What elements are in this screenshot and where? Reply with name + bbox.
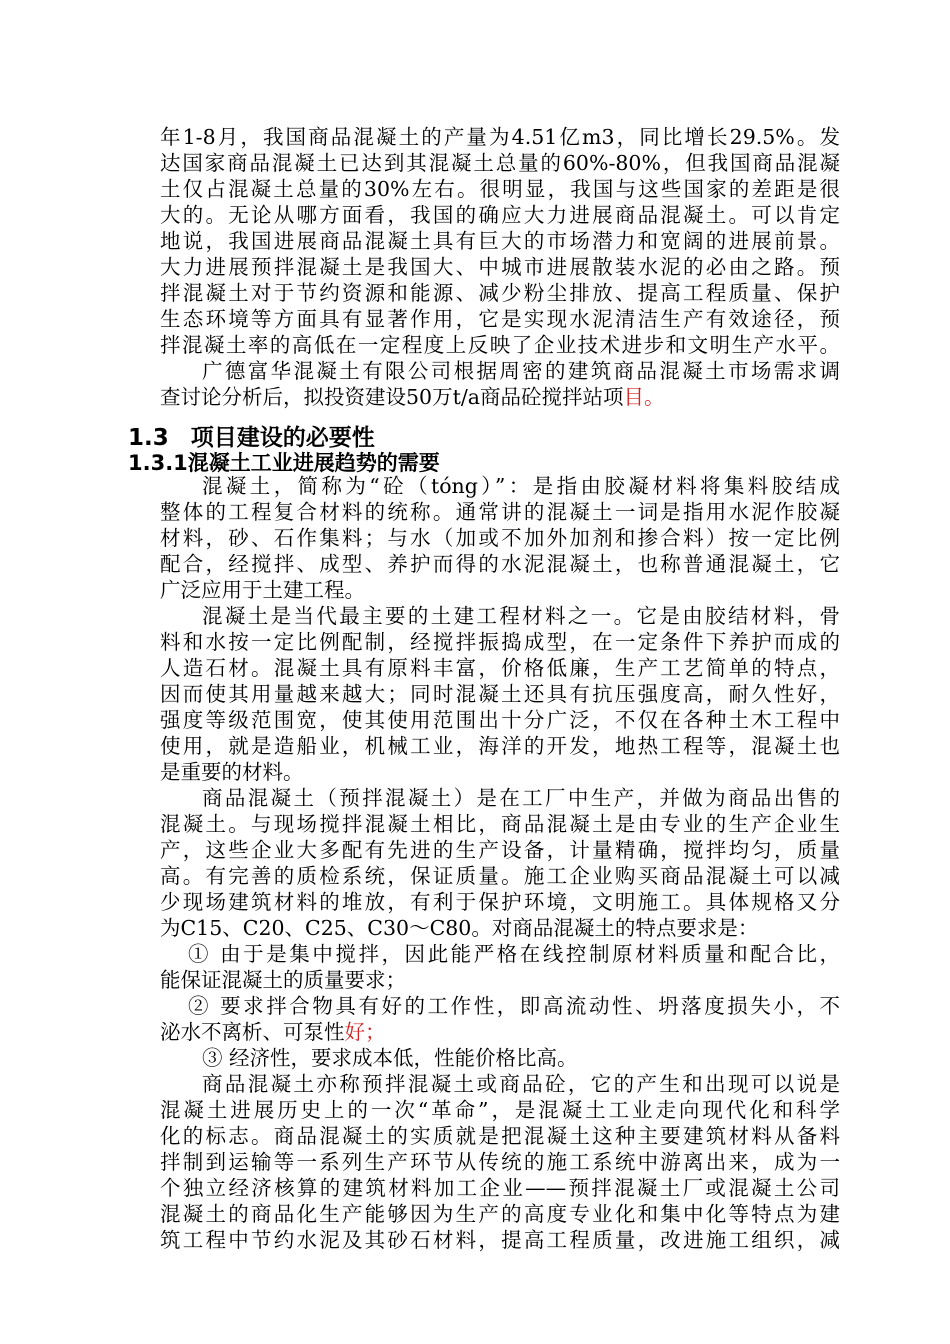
text-line: 为C15、C20、C25、C30～C80。对商品混凝土的特点要求是： <box>160 916 759 940</box>
text-span: 泌水不离析、可泵性 <box>160 1020 345 1044</box>
list-item-line: ② 要求拌合物具有好的工作性，即高流动性、坍落度损失小，不 <box>188 994 840 1018</box>
heading-title: 混凝土工业进展趋势的需要 <box>187 451 440 475</box>
text-line: 生态环境等方面具有显著作用，它是实现水泥清洁生产有效途径，预 <box>160 307 840 331</box>
text-line: 材料，砂、石作集料；与水（加或不加外加剂和掺合料）按一定比例 <box>160 526 840 550</box>
text-line: 人造石材。混凝土具有原料丰富，价格低廉，生产工艺简单的特点， <box>160 656 840 680</box>
text-line: 大力进展预拌混凝土是我国大、中城市进展散装水泥的必由之路。预 <box>160 255 840 279</box>
list-item-line <box>160 1020 840 1045</box>
text-line: 混凝土进展历史上的一次“革命”，是混凝土工业走向现代化和科学 <box>160 1098 840 1122</box>
text-line: 达国家商品混凝土已达到其混凝土总量的60%-80%，但我国商品混凝 <box>160 151 840 175</box>
revision-mark-text: 好； <box>344 1020 386 1044</box>
text-line: 广德富华混凝土有限公司根据周密的建筑商品混凝土市场需求调 <box>202 359 840 383</box>
text-line: 广泛应用于土建工程。 <box>160 578 365 602</box>
text-line: 年1-8月，我国商品混凝土的产量为4.51亿m3，同比增长29.5%。发 <box>160 125 840 149</box>
text-line: 个独立经济核算的建筑材料加工企业——预拌混凝土厂或混凝土公司 <box>160 1176 840 1200</box>
text-line: 因而使其用量越来越大；同时混凝土还具有抗压强度高，耐久性好， <box>160 682 840 706</box>
list-item-line: 能保证混凝土的质量要求； <box>160 968 406 992</box>
text-line: 少现场建筑材料的堆放，有利于保护环境，文明施工。具体规格又分 <box>160 890 840 914</box>
revision-mark-text: 目。 <box>623 385 665 409</box>
text-line: 料和水按一定比例配制，经搅拌振捣成型，在一定条件下养护而成的 <box>160 630 840 654</box>
text-span: 查讨论分析后，拟投资建设50万t/a商品砼搅拌站项 <box>160 385 624 409</box>
heading-number: 1.3 <box>128 425 169 451</box>
text-line: 强度等级范围宽，使其使用范围出十分广泛，不仅在各种土木工程中 <box>160 708 840 732</box>
text-line: 混凝土是当代最主要的土建工程材料之一。它是由胶结材料，骨 <box>202 604 840 628</box>
text-line: 混凝土，简称为“砼（tóng）”：是指由胶凝材料将集料胶结成 <box>202 474 840 498</box>
text-line <box>160 385 840 410</box>
text-line: 商品混凝土（预拌混凝土）是在工厂中生产，并做为商品出售的 <box>202 786 840 810</box>
text-line: 化的标志。商品混凝土的实质就是把混凝土这种主要建筑材料从备料 <box>160 1124 840 1148</box>
text-line: 拌制到运输等一系列生产环节从传统的施工系统中游离出来，成为一 <box>160 1150 840 1174</box>
text-line: 高。有完善的质检系统，保证质量。施工企业购买商品混凝土可以减 <box>160 864 840 888</box>
heading-number: 1.3.1 <box>128 451 188 475</box>
text-line: 商品混凝土亦称预拌混凝土或商品砼，它的产生和出现可以说是 <box>202 1072 840 1096</box>
text-line: 使用，就是造船业，机械工业，海洋的开发，地热工程等，混凝土也 <box>160 734 840 758</box>
list-item-line: ③ 经济性，要求成本低，性能价格比高。 <box>202 1046 578 1070</box>
heading-title: 项目建设的必要性 <box>190 425 375 451</box>
text-line: 整体的工程复合材料的统称。通常讲的混凝土一词是指用水泥作胶凝 <box>160 500 840 524</box>
text-line: 筑工程中节约水泥及其砂石材料，提高工程质量，改进施工组织，减 <box>160 1228 840 1252</box>
text-line: 是重要的材料。 <box>160 760 304 784</box>
text-line: 地说，我国进展商品混凝土具有巨大的市场潜力和宽阔的进展前景。 <box>160 229 840 253</box>
text-line: 拌混凝土率的高低在一定程度上反映了企业技术进步和文明生产水平。 <box>160 333 840 357</box>
text-line: 混凝土。与现场搅拌混凝土相比，商品混凝土是由专业的生产企业生 <box>160 812 840 836</box>
text-line: 混凝土的商品化生产能够因为生产的高度专业化和集中化等特点为建 <box>160 1202 840 1226</box>
section-heading <box>128 424 375 452</box>
text-line: 大的。无论从哪方面看，我国的确应大力进展商品混凝土。可以肯定 <box>160 203 840 227</box>
list-item-line: ① 由于是集中搅拌，因此能严格在线控制原材料质量和配合比， <box>188 942 840 966</box>
text-line: 土仅占混凝土总量的30%左右。很明显，我国与这些国家的差距是很 <box>160 177 840 201</box>
text-line: 产，这些企业大多配有先进的生产设备，计量精确，搅拌均匀，质量 <box>160 838 840 862</box>
text-line: 拌混凝土对于节约资源和能源、减少粉尘排放、提高工程质量、保护 <box>160 281 840 305</box>
text-line: 配合，经搅拌、成型、养护而得的水泥混凝土，也称普通混凝土，它 <box>160 552 840 576</box>
subsection-heading <box>128 450 440 476</box>
